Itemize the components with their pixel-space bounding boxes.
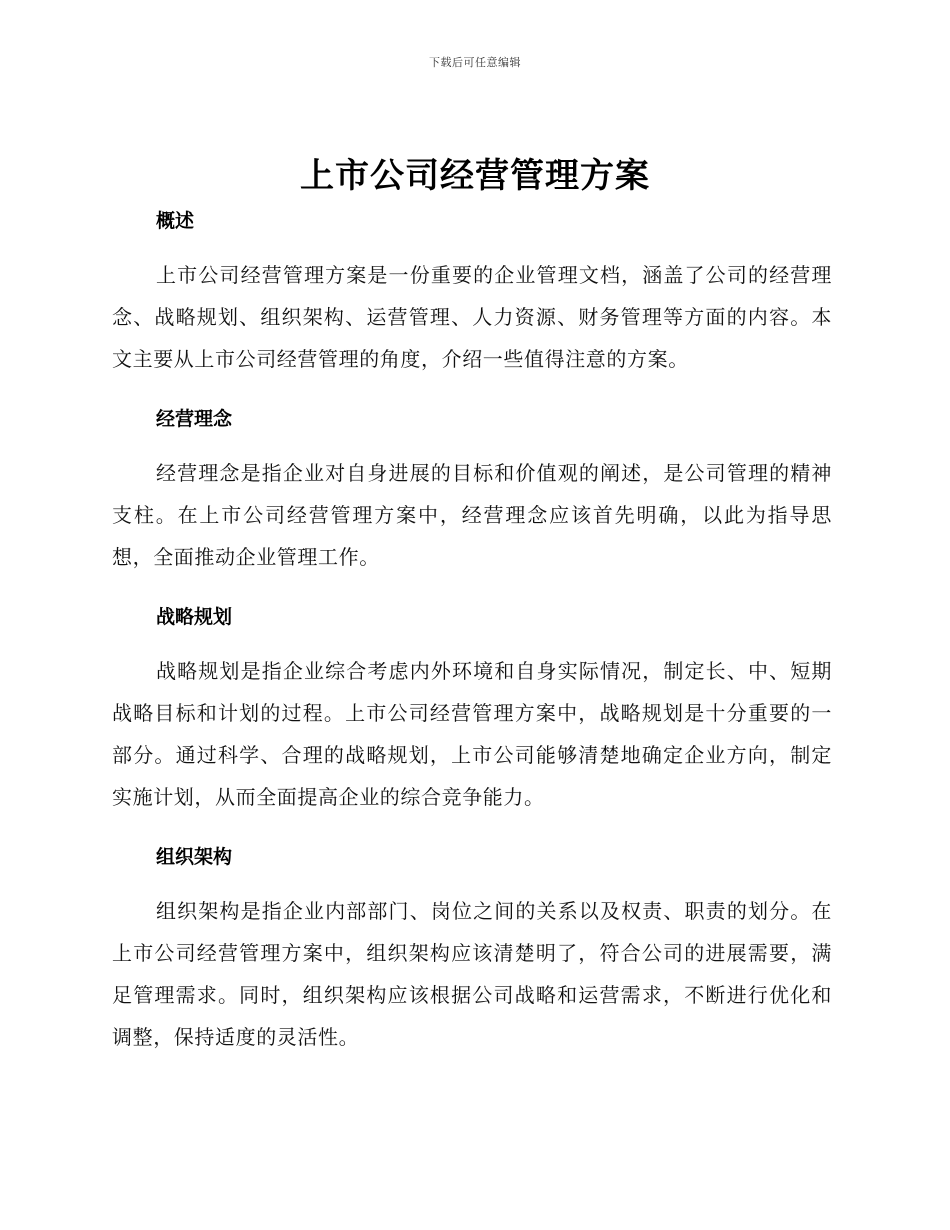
section-paragraph-strategic-planning: 战略规划是指企业综合考虑内外环境和自身实际情况，制定长、中、短期战略目标和计划的过程。上市公司经营管理方案中，战略规划是十分重要的一部分。通过科学、合理的战略规划，上市公司能够清楚地确定企业方向，制定实施计划，从而全面提高企业的综合竞争能力。 bbox=[112, 659, 832, 809]
document-body bbox=[112, 206, 832, 1082]
section-paragraph-overview: 上市公司经营管理方案是一份重要的企业管理文档，涵盖了公司的经营理念、战略规划、组织架构、运营管理、人力资源、财务管理等方面的内容。本文主要从上市公司经营管理的角度，介绍一些值得注意的方案。 bbox=[112, 263, 832, 371]
section-paragraph-business-philosophy: 经营理念是指企业对自身进展的目标和价值观的阐述，是公司管理的精神支柱。在上市公司经营管理方案中，经营理念应该首先明确，以此为指导思想，全面推动企业管理工作。 bbox=[112, 461, 832, 569]
section-organizational-structure bbox=[112, 842, 832, 1058]
section-heading-organizational-structure: 组织架构 bbox=[156, 846, 233, 868]
section-heading-business-philosophy: 经营理念 bbox=[156, 408, 233, 430]
document-title: 上市公司经营管理方案 bbox=[300, 156, 650, 196]
section-business-philosophy bbox=[112, 404, 832, 578]
section-strategic-planning bbox=[112, 602, 832, 818]
section-overview bbox=[112, 206, 832, 380]
section-paragraph-organizational-structure: 组织架构是指企业内部部门、岗位之间的关系以及权责、职责的划分。在上市公司经营管理方案中，组织架构应该清楚明了，符合公司的进展需要，满足管理需求。同时，组织架构应该根据公司战略和运营需求，不断进行优化和调整，保持适度的灵活性。 bbox=[112, 899, 832, 1049]
page-header-note: 下载后可任意编辑 bbox=[429, 56, 521, 69]
section-heading-overview: 概述 bbox=[156, 210, 195, 232]
section-heading-strategic-planning: 战略规划 bbox=[156, 606, 233, 628]
